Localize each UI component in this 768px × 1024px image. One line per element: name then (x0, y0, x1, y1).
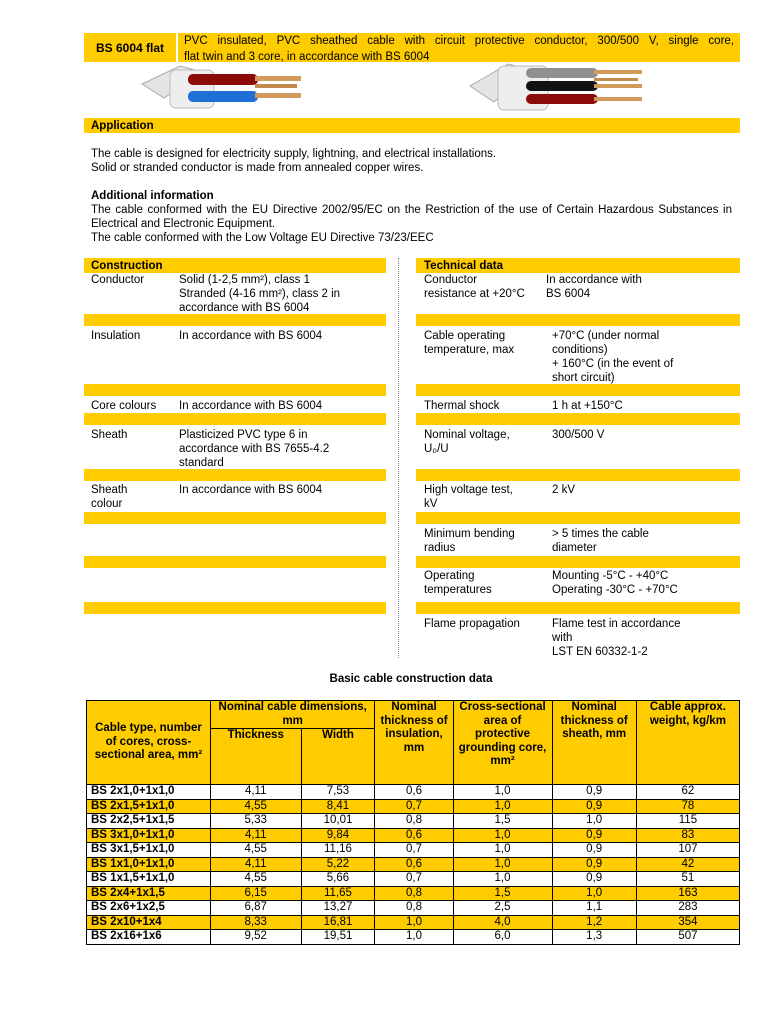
thickness-cell: 4,55 (210, 872, 301, 887)
sheath-cell: 1,2 (552, 915, 636, 930)
thickness-cell: 9,52 (210, 930, 301, 945)
thickness-cell: 6,87 (210, 901, 301, 916)
technical-label: High voltage test, kV (424, 484, 513, 510)
table-body (87, 785, 740, 945)
table-row (87, 799, 740, 814)
table-row (87, 828, 740, 843)
three-core-cable-image (468, 60, 658, 118)
width-cell: 8,41 (301, 799, 375, 814)
construction-value: In accordance with BS 6004 (179, 400, 323, 412)
additional-info-title: Additional information (91, 190, 214, 202)
construction-data-table (86, 700, 740, 945)
technical-label: Nominal voltage, U₀/U (424, 429, 510, 455)
application-line-1: The cable is designed for electricity supply, lightning, and electrical installations. (91, 148, 497, 160)
construction-value: Plasticized PVC type 6 in accordance with BS 7655-4.2 standard (179, 429, 330, 469)
sheath-cell: 1,0 (552, 886, 636, 901)
table-row (87, 930, 740, 945)
width-cell: 16,81 (301, 915, 375, 930)
application-band (84, 118, 740, 133)
construction-label: Sheath colour (91, 484, 128, 510)
additional-info-text-1: The cable conformed with the EU Directive 2002/95/EC on the Restriction of the use of Certain Hazardous Substances in Electrical and Electronic Equipment. (91, 204, 732, 230)
technical-value: +70°C (under normal conditions) + 160°C (in the event of short circuit) (552, 330, 674, 384)
grounding-core-cell: 1,0 (453, 843, 552, 858)
technical-value: Mounting -5°C - +40°C Operating -30°C - +70°C (552, 570, 678, 596)
width-cell: 11,65 (301, 886, 375, 901)
separator-band (416, 384, 740, 396)
insulation-cell: 0,8 (375, 901, 453, 916)
weight-cell: 42 (636, 857, 739, 872)
width-cell: 7,53 (301, 785, 375, 800)
grounding-core-cell: 1,0 (453, 857, 552, 872)
cable-type-cell: BS 2x6+1x2,5 (87, 901, 211, 916)
width-cell: 5,22 (301, 857, 375, 872)
construction-title: Construction (91, 260, 163, 272)
technical-label: Conductor resistance at +20°C (424, 274, 525, 300)
technical-label: Operating temperatures (424, 570, 492, 596)
insulation-cell: 0,6 (375, 828, 453, 843)
cable-type-cell: BS 2x1,5+1x1,0 (87, 799, 211, 814)
separator-band (416, 314, 740, 326)
separator-band (84, 469, 386, 481)
technical-label: Thermal shock (424, 400, 500, 412)
cable-type-cell: BS 2x16+1x6 (87, 930, 211, 945)
insulation-cell: 1,0 (375, 930, 453, 945)
cable-type-cell: BS 3x1,5+1x1,0 (87, 843, 211, 858)
thickness-cell: 4,55 (210, 843, 301, 858)
grounding-core-cell: 1,0 (453, 828, 552, 843)
width-cell: 9,84 (301, 828, 375, 843)
insulation-cell: 0,8 (375, 814, 453, 829)
width-cell: 11,16 (301, 843, 375, 858)
additional-info-text-2: The cable conformed with the Low Voltage EU Directive 73/23/EEC (91, 232, 434, 244)
cable-type-cell: BS 2x4+1x1,5 (87, 886, 211, 901)
table-row (87, 915, 740, 930)
header-width: Width (301, 729, 375, 785)
insulation-cell: 0,7 (375, 799, 453, 814)
table-title: Basic cable construction data (329, 673, 493, 685)
thickness-cell: 4,11 (210, 785, 301, 800)
weight-cell: 78 (636, 799, 739, 814)
cable-type-cell: BS 3x1,0+1x1,0 (87, 828, 211, 843)
separator-band (84, 413, 386, 425)
separator-band (84, 512, 386, 524)
sheath-cell: 0,9 (552, 785, 636, 800)
table-row (87, 901, 740, 916)
header-grounding-core: Cross-sectional area of protective grounding core, mm² (453, 701, 552, 785)
thickness-cell: 4,11 (210, 828, 301, 843)
sheath-cell: 0,9 (552, 843, 636, 858)
technical-value: > 5 times the cable diameter (552, 528, 649, 554)
technical-value: 2 kV (552, 484, 576, 496)
table-row (87, 785, 740, 800)
technical-label: Cable operating temperature, max (424, 330, 515, 356)
sheath-cell: 1,0 (552, 814, 636, 829)
header-insulation: Nominal thickness of insulation, mm (375, 701, 453, 785)
weight-cell: 283 (636, 901, 739, 916)
insulation-cell: 0,7 (375, 872, 453, 887)
construction-value: In accordance with BS 6004 (179, 330, 323, 342)
sheath-cell: 1,3 (552, 930, 636, 945)
separator-band (416, 413, 740, 425)
separator-band (416, 469, 740, 481)
table-row (87, 886, 740, 901)
width-cell: 10,01 (301, 814, 375, 829)
grounding-core-cell: 1,5 (453, 886, 552, 901)
weight-cell: 107 (636, 843, 739, 858)
technical-label: Flame propagation (424, 618, 520, 630)
cable-type-cell: BS 2x2,5+1x1,5 (87, 814, 211, 829)
cable-type-cell: BS 1x1,0+1x1,0 (87, 857, 211, 872)
weight-cell: 354 (636, 915, 739, 930)
header-cable-type: Cable type, number of cores, cross-sectional area, mm² (87, 701, 211, 785)
grounding-core-cell: 2,5 (453, 901, 552, 916)
technical-value: In accordance with BS 6004 (546, 274, 642, 300)
header-dimensions: Nominal cable dimensions, mm (210, 701, 375, 729)
construction-value: Solid (1-2,5 mm²), class 1 Stranded (4-16 mm²), class 2 in accordance with BS 6004 (179, 274, 341, 314)
cable-type-tag: BS 6004 flat (84, 33, 176, 62)
weight-cell: 51 (636, 872, 739, 887)
width-cell: 13,27 (301, 901, 375, 916)
width-cell: 5,66 (301, 872, 375, 887)
construction-label: Conductor (91, 274, 145, 286)
technical-title: Technical data (424, 260, 504, 272)
sheath-cell: 0,9 (552, 828, 636, 843)
thickness-cell: 4,11 (210, 857, 301, 872)
application-line-2: Solid or stranded conductor is made from annealed copper wires. (91, 162, 424, 174)
width-cell: 19,51 (301, 930, 375, 945)
table-row (87, 843, 740, 858)
thickness-cell: 5,33 (210, 814, 301, 829)
technical-value: 300/500 V (552, 429, 605, 441)
grounding-core-cell: 1,5 (453, 814, 552, 829)
separator-band (84, 384, 386, 396)
grounding-core-cell: 6,0 (453, 930, 552, 945)
thickness-cell: 8,33 (210, 915, 301, 930)
table-row (87, 857, 740, 872)
cable-description (178, 33, 740, 62)
header-thickness: Thickness (210, 729, 301, 785)
sheath-cell: 0,9 (552, 872, 636, 887)
weight-cell: 62 (636, 785, 739, 800)
grounding-core-cell: 1,0 (453, 799, 552, 814)
separator-band (84, 602, 386, 614)
separator-band (84, 556, 386, 568)
header-weight: Cable approx. weight, kg/km (636, 701, 739, 785)
construction-label: Sheath (91, 429, 128, 441)
cable-type-cell: BS 1x1,5+1x1,0 (87, 872, 211, 887)
table-row (87, 872, 740, 887)
separator-band (84, 314, 386, 326)
grounding-core-cell: 1,0 (453, 872, 552, 887)
table-row (87, 814, 740, 829)
cable-type-cell: BS 2x1,0+1x1,0 (87, 785, 211, 800)
application-title: Application (91, 120, 154, 132)
insulation-cell: 0,8 (375, 886, 453, 901)
insulation-cell: 1,0 (375, 915, 453, 930)
flat-twin-cable-image (140, 64, 320, 116)
weight-cell: 83 (636, 828, 739, 843)
construction-value: In accordance with BS 6004 (179, 484, 323, 496)
insulation-cell: 0,6 (375, 857, 453, 872)
insulation-cell: 0,7 (375, 843, 453, 858)
description-line-2: flat twin and 3 core, in accordance with BS 6004 (184, 51, 430, 63)
technical-label: Minimum bending radius (424, 528, 515, 554)
sheath-cell: 0,9 (552, 799, 636, 814)
description-line-1: PVC insulated, PVC sheathed cable with circuit protective conductor, 300/500 V, single core, (184, 35, 734, 47)
insulation-cell: 0,6 (375, 785, 453, 800)
separator-band (416, 556, 740, 568)
grounding-core-cell: 4,0 (453, 915, 552, 930)
technical-value: Flame test in accordance with LST EN 60332-1-2 (552, 618, 681, 658)
separator-band (416, 602, 740, 614)
separator-band (416, 512, 740, 524)
construction-label: Insulation (91, 330, 141, 342)
cable-type-cell: BS 2x10+1x4 (87, 915, 211, 930)
header-sheath: Nominal thickness of sheath, mm (552, 701, 636, 785)
weight-cell: 163 (636, 886, 739, 901)
thickness-cell: 6,15 (210, 886, 301, 901)
sheath-cell: 1,1 (552, 901, 636, 916)
weight-cell: 115 (636, 814, 739, 829)
weight-cell: 507 (636, 930, 739, 945)
column-divider (398, 258, 399, 658)
thickness-cell: 4,55 (210, 799, 301, 814)
construction-label: Core colours (91, 400, 157, 412)
sheath-cell: 0,9 (552, 857, 636, 872)
technical-value: 1 h at +150°C (552, 400, 623, 412)
grounding-core-cell: 1,0 (453, 785, 552, 800)
